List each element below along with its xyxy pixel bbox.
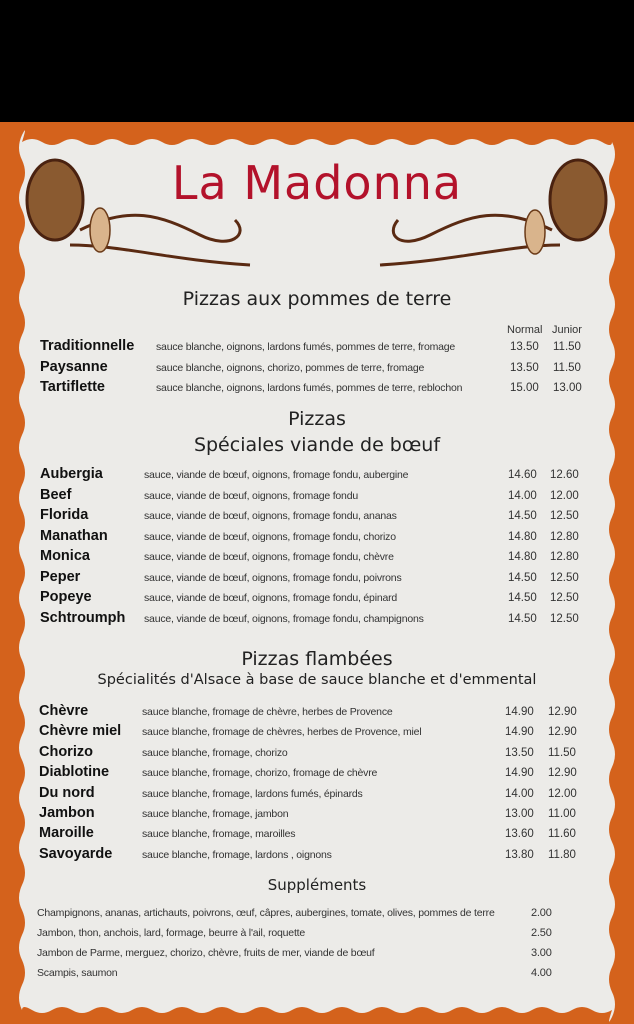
price-normal: 14.00 bbox=[505, 787, 534, 800]
menu-item-row bbox=[0, 805, 634, 825]
pizza-ingredients: sauce blanche, oignons, lardons fumés, pommes de terre, reblochon bbox=[156, 382, 463, 394]
price-junior: 12.80 bbox=[550, 551, 579, 563]
menu-item-row bbox=[0, 466, 634, 486]
pizza-name: Aubergia bbox=[40, 466, 103, 482]
pizza-name: Tartiflette bbox=[40, 379, 105, 395]
price-junior: 13.00 bbox=[553, 382, 582, 394]
supplements-heading: Suppléments bbox=[267, 876, 367, 894]
pizza-ingredients: sauce, viande de bœuf, oignons, fromage fondu, chorizo bbox=[144, 530, 396, 543]
price-normal: 14.80 bbox=[508, 530, 537, 543]
price-junior: 12.60 bbox=[550, 469, 579, 481]
menu-item-row bbox=[0, 548, 634, 568]
pizza-name: Traditionnelle bbox=[40, 338, 135, 354]
price-normal: 13.80 bbox=[505, 848, 534, 861]
price-normal: 14.50 bbox=[508, 571, 537, 584]
price-junior: 11.60 bbox=[548, 828, 576, 841]
supplement-row bbox=[0, 946, 634, 966]
menu-item-row bbox=[0, 338, 634, 358]
price-normal: 14.50 bbox=[508, 612, 537, 625]
price-junior: 12.80 bbox=[550, 530, 579, 543]
pizza-name: Savoyarde bbox=[39, 845, 113, 862]
price-junior: 11.50 bbox=[553, 341, 581, 353]
menu-item-row bbox=[0, 487, 634, 507]
pizza-name: Chorizo bbox=[39, 743, 93, 760]
price-junior: 11.50 bbox=[553, 361, 581, 374]
pizza-ingredients: sauce blanche, fromage, chorizo, fromage de chèvre bbox=[142, 767, 378, 780]
pizza-name: Du nord bbox=[39, 784, 95, 801]
price-normal: 13.60 bbox=[505, 828, 534, 841]
pizza-name: Florida bbox=[40, 507, 89, 523]
section-heading: Pizzas bbox=[288, 408, 346, 430]
menu-item-row bbox=[0, 785, 634, 805]
pizza-ingredients: sauce blanche, fromage, lardons , oignons bbox=[142, 848, 332, 861]
pizza-ingredients: sauce, viande de bœuf, oignons, fromage fondu, ananas bbox=[144, 510, 397, 522]
pizza-name: Monica bbox=[40, 548, 90, 564]
price-junior: 11.50 bbox=[548, 746, 576, 759]
pizza-ingredients: sauce, viande de bœuf, oignons, fromage fondu, épinard bbox=[144, 592, 398, 604]
pizza-name: Chèvre bbox=[39, 703, 89, 719]
supplement-items: Champignons, ananas, artichauts, poivrons, œuf, câpres, aubergines, tomate, olives, pommes de terre bbox=[37, 907, 495, 919]
pizza-ingredients: sauce blanche, fromage, maroilles bbox=[142, 828, 296, 841]
supplement-items: Jambon, thon, anchois, lard, formage, beurre à l'ail, roquette bbox=[37, 927, 306, 939]
pizza-name: Diablotine bbox=[39, 764, 110, 781]
price-junior: 12.00 bbox=[548, 787, 577, 800]
price-normal: 14.50 bbox=[508, 510, 537, 522]
price-junior: 12.90 bbox=[548, 726, 577, 739]
price-normal: 14.90 bbox=[505, 726, 534, 739]
menu-item-row bbox=[0, 723, 634, 743]
menu-item-row bbox=[0, 528, 634, 548]
pizza-ingredients: sauce blanche, fromage de chèvres, herbes de Provence, miel bbox=[142, 726, 422, 739]
pizza-ingredients: sauce blanche, fromage, chorizo bbox=[142, 746, 288, 759]
supplement-items: Jambon de Parme, merguez, chorizo, chèvre, fruits de mer, viande de bœuf bbox=[37, 947, 375, 959]
supplement-price: 3.00 bbox=[531, 947, 552, 959]
pizza-ingredients: sauce, viande de bœuf, oignons, fromage fondu bbox=[144, 489, 358, 502]
pizza-ingredients: sauce blanche, fromage, lardons fumés, épinards bbox=[142, 787, 363, 800]
pizza-ingredients: sauce blanche, fromage de chèvre, herbes de Provence bbox=[142, 706, 393, 718]
price-normal: 13.50 bbox=[510, 341, 539, 353]
price-normal: 14.00 bbox=[508, 489, 537, 502]
menu-item-row bbox=[0, 379, 634, 399]
menu-item-row bbox=[0, 764, 634, 784]
pizza-ingredients: sauce, viande de bœuf, oignons, fromage fondu, champignons bbox=[144, 612, 424, 625]
price-normal: 13.00 bbox=[505, 808, 534, 820]
pizza-name: Paysanne bbox=[40, 358, 108, 375]
price-normal: 14.90 bbox=[505, 706, 534, 718]
pizza-name: Beef bbox=[40, 486, 72, 503]
pizza-ingredients: sauce blanche, oignons, lardons fumés, pommes de terre, fromage bbox=[156, 341, 456, 353]
section-heading: Pizzas flambées bbox=[241, 648, 393, 670]
price-normal: 14.90 bbox=[505, 767, 534, 780]
menu-item-row bbox=[0, 359, 634, 379]
price-junior: 11.80 bbox=[548, 848, 576, 861]
price-normal: 14.60 bbox=[508, 469, 537, 481]
pizza-name: Manathan bbox=[40, 527, 108, 544]
menu-item-row bbox=[0, 569, 634, 589]
menu-item-row bbox=[0, 507, 634, 527]
supplement-price: 2.50 bbox=[531, 927, 552, 939]
price-junior: 12.50 bbox=[550, 571, 579, 584]
price-normal: 13.50 bbox=[505, 746, 534, 759]
supplement-row bbox=[0, 906, 634, 926]
price-junior: 12.00 bbox=[550, 489, 579, 502]
supplement-items: Scampis, saumon bbox=[37, 967, 118, 979]
price-normal: 14.80 bbox=[508, 551, 537, 563]
pizza-name: Jambon bbox=[39, 805, 95, 821]
price-junior: 12.50 bbox=[550, 510, 579, 522]
menu-item-row bbox=[0, 703, 634, 723]
price-junior: 12.90 bbox=[548, 706, 577, 718]
section-subheading: Spéciales viande de bœuf bbox=[193, 434, 441, 456]
menu-item-row bbox=[0, 589, 634, 609]
pizza-name: Schtroumph bbox=[40, 609, 126, 626]
price-normal: 13.50 bbox=[510, 361, 539, 374]
menu-item-row bbox=[0, 825, 634, 845]
price-junior: 12.90 bbox=[548, 767, 577, 780]
menu-item-row bbox=[0, 744, 634, 764]
section-subheading: Spécialités d'Alsace à base de sauce blanche et d'emmental bbox=[97, 672, 537, 688]
column-header-normal: Normal bbox=[507, 324, 543, 336]
menu-item-row bbox=[0, 846, 634, 866]
price-junior: 11.00 bbox=[548, 808, 576, 820]
pizza-name: Peper bbox=[40, 568, 81, 585]
supplement-price: 2.00 bbox=[531, 907, 552, 919]
price-normal: 15.00 bbox=[510, 382, 539, 394]
supplement-row bbox=[0, 966, 634, 986]
column-header-junior: Junior bbox=[552, 324, 582, 336]
price-junior: 12.50 bbox=[550, 592, 579, 604]
pizza-ingredients: sauce, viande de bœuf, oignons, fromage fondu, poivrons bbox=[144, 571, 402, 584]
pizza-ingredients: sauce blanche, oignons, chorizo, pommes de terre, fromage bbox=[156, 361, 425, 374]
restaurant-title: La Madonna bbox=[171, 156, 463, 210]
pizza-name: Maroille bbox=[39, 825, 94, 842]
pizza-ingredients: sauce, viande de bœuf, oignons, fromage fondu, chèvre bbox=[144, 551, 394, 563]
pizza-name: Popeye bbox=[40, 589, 92, 605]
price-normal: 14.50 bbox=[508, 592, 537, 604]
pizza-name: Chèvre miel bbox=[39, 723, 122, 740]
section-heading: Pizzas aux pommes de terre bbox=[182, 288, 452, 310]
supplement-row bbox=[0, 926, 634, 946]
pizza-ingredients: sauce blanche, fromage, jambon bbox=[142, 808, 289, 820]
supplement-price: 4.00 bbox=[531, 967, 552, 979]
price-junior: 12.50 bbox=[550, 612, 579, 625]
menu-item-row bbox=[0, 610, 634, 630]
pizza-ingredients: sauce, viande de bœuf, oignons, fromage fondu, aubergine bbox=[144, 469, 409, 481]
